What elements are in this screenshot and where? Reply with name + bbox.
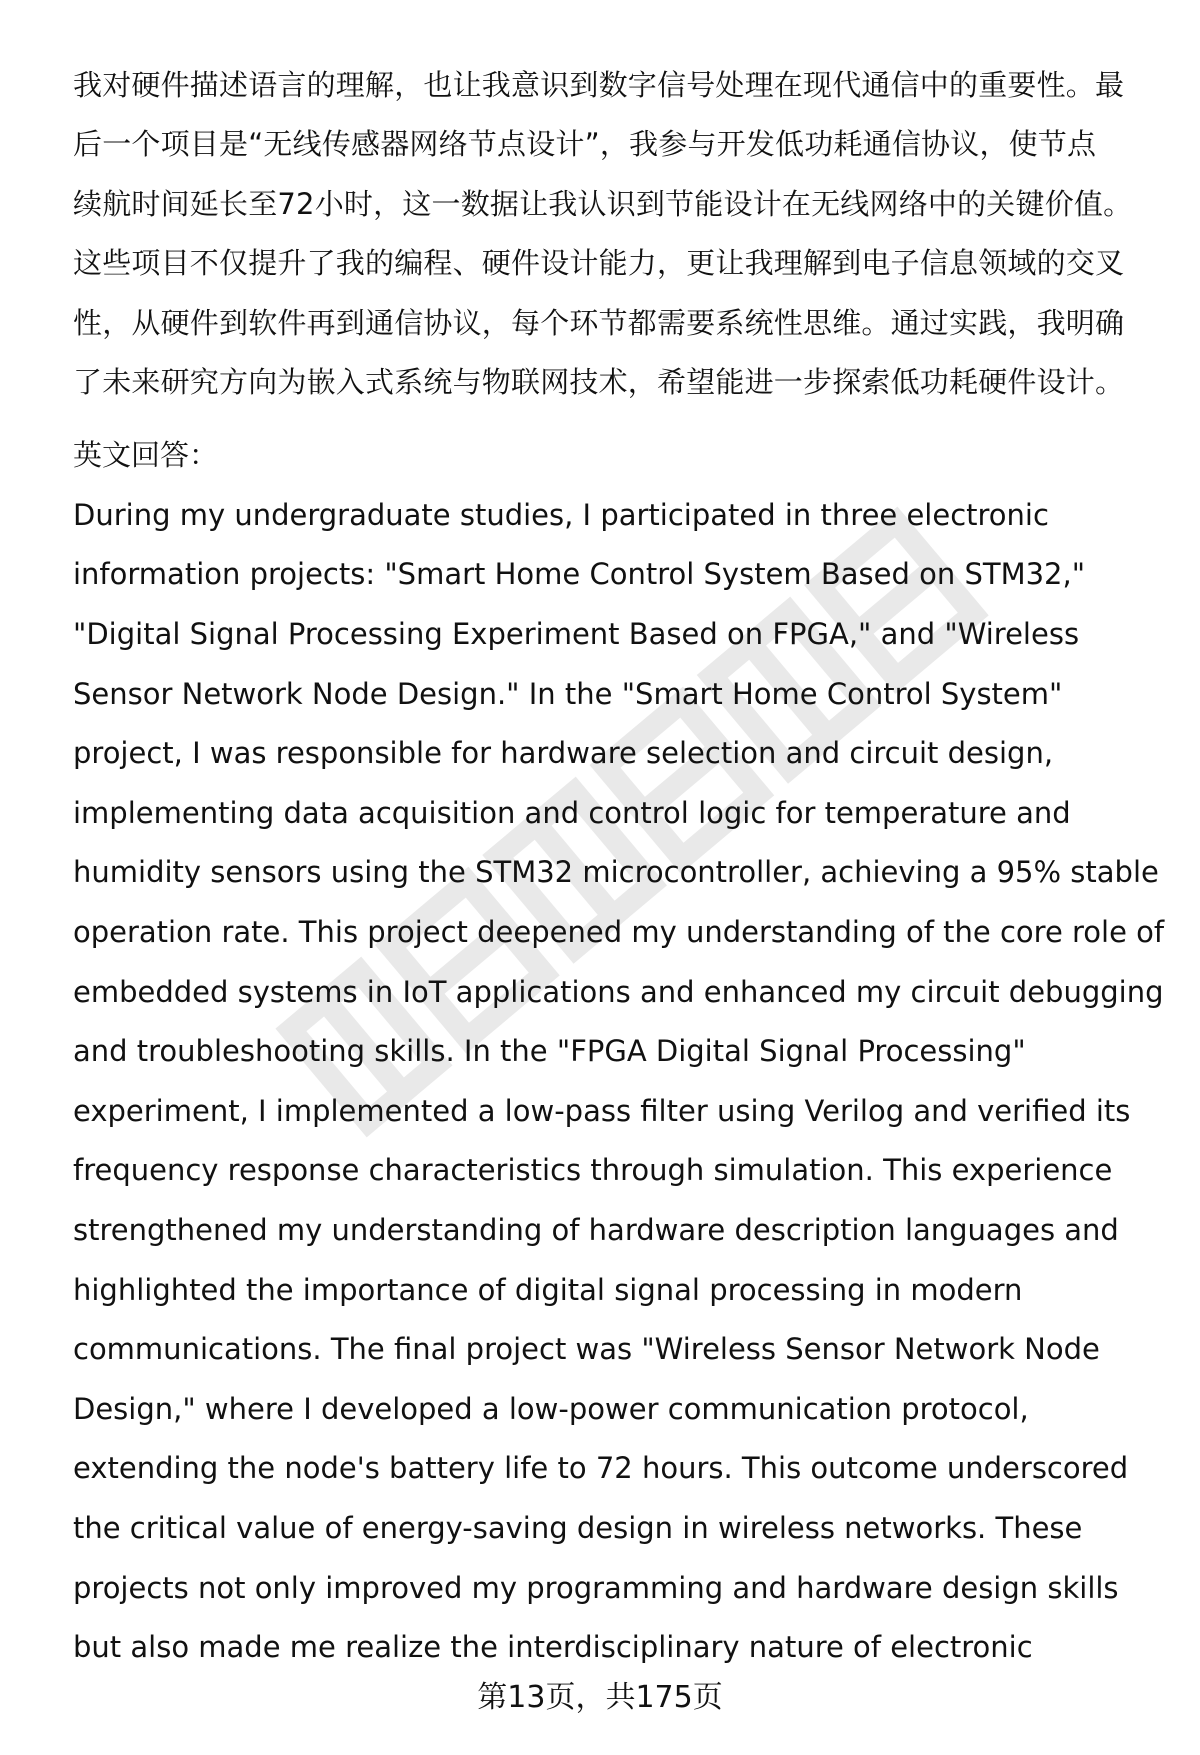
en-line: information projects: "Smart Home Control System Based on STM32," bbox=[73, 557, 1086, 592]
en-line: "Digital Signal Processing Experiment Based on FPGA," and "Wireless bbox=[73, 617, 1080, 652]
en-line: but also made me realize the interdisciplinary nature of electronic bbox=[73, 1630, 1033, 1665]
english-paragraph bbox=[73, 486, 1165, 1678]
cn-line: 后一个项目是“无线传感器网络节点设计”，我参与开发低功耗通信协议，使节点 bbox=[73, 127, 1097, 162]
cn-line: 续航时间延长至72小时，这一数据让我认识到节能设计在无线网络中的关键价值。 bbox=[73, 186, 1133, 221]
en-line: frequency response characteristics through simulation. This experience bbox=[73, 1153, 1113, 1188]
en-line: project, I was responsible for hardware selection and circuit design, bbox=[73, 736, 1054, 771]
cn-line: 我对硬件描述语言的理解，也让我意识到数字信号处理在现代通信中的重要性。最 bbox=[73, 68, 1125, 102]
en-line: strengthened my understanding of hardware description languages and bbox=[73, 1212, 1119, 1247]
cn-line: 了未来研究方向为嵌入式系统与物联网技术，希望能进一步探索低功耗硬件设计。 bbox=[73, 365, 1125, 400]
document-page bbox=[73, 56, 1165, 1678]
chinese-paragraph bbox=[73, 56, 1148, 412]
cn-line: 性，从硬件到软件再到通信协议，每个环节都需要系统性思维。通过实践，我明确 bbox=[73, 305, 1125, 340]
en-line: extending the node's battery life to 72 hours. This outcome underscored bbox=[73, 1451, 1129, 1486]
english-answer-heading: 英文回答： bbox=[73, 438, 219, 473]
en-line: embedded systems in IoT applications and enhanced my circuit debugging bbox=[73, 974, 1164, 1009]
en-line: and troubleshooting skills. In the "FPGA Digital Signal Processing" bbox=[73, 1034, 1026, 1069]
en-line: Sensor Network Node Design." In the "Smart Home Control System" bbox=[73, 676, 1063, 711]
en-line: operation rate. This project deepened my understanding of the core role of bbox=[73, 915, 1165, 949]
cn-line: 这些项目不仅提升了我的编程、硬件设计能力，更让我理解到电子信息领域的交叉 bbox=[73, 246, 1125, 281]
en-line: implementing data acquisition and control logic for temperature and bbox=[73, 795, 1071, 830]
en-line: Design," where I developed a low-power communication protocol, bbox=[73, 1391, 1029, 1426]
en-line: the critical value of energy-saving design in wireless networks. These bbox=[73, 1510, 1083, 1545]
en-line: During my undergraduate studies, I participated in three electronic bbox=[73, 497, 1049, 532]
en-line: humidity sensors using the STM32 microcontroller, achieving a 95% stable bbox=[73, 855, 1159, 890]
en-line: projects not only improved my programming and hardware design skills bbox=[73, 1570, 1119, 1605]
en-line: experiment, I implemented a low-pass filter using Verilog and verified its bbox=[73, 1093, 1131, 1128]
en-line: communications. The final project was "Wireless Sensor Network Node bbox=[73, 1332, 1100, 1367]
page-number-footer: 第13页，共175页 bbox=[477, 1680, 723, 1715]
en-line: highlighted the importance of digital signal processing in modern bbox=[73, 1272, 1023, 1307]
